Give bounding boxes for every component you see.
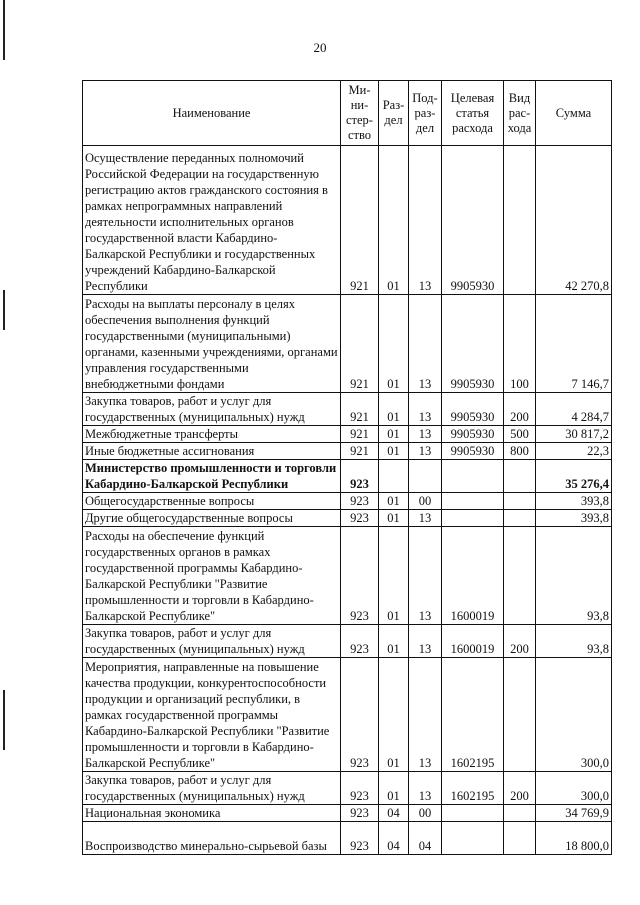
row-section: 01 [379,527,409,625]
row-expense-type [504,146,536,295]
table-row [83,393,612,426]
row-ministry: 923 [341,527,379,625]
table-row [83,822,612,855]
row-sum: 34 769,9 [536,805,612,822]
row-section: 01 [379,393,409,426]
row-expense-type: 200 [504,625,536,658]
row-ministry: 923 [341,805,379,822]
row-sum: 18 800,0 [536,822,612,855]
row-subsection: 13 [409,527,442,625]
row-expense-type: 800 [504,443,536,460]
row-section: 01 [379,510,409,527]
row-subsection: 04 [409,822,442,855]
header-sum: Сумма [536,81,612,146]
row-name: Осуществление переданных полномочий Российской Федерации на государственную регистрацию актов гражданского состояния в рамках непрограммных направлений деятельности исполнительных органов государственной власти Кабардино-Балкарской Республики и государственных учреждений Кабардино-Балкарской Республики [83,146,341,295]
row-target-article: 9905930 [442,393,504,426]
row-ministry: 923 [341,493,379,510]
row-section: 01 [379,658,409,772]
row-section: 04 [379,822,409,855]
row-target-article: 9905930 [442,295,504,393]
row-section: 01 [379,426,409,443]
row-target-article: 9905930 [442,443,504,460]
row-target-article [442,822,504,855]
row-sum: 4 284,7 [536,393,612,426]
row-name: Мероприятия, направленные на повышение качества продукции, конкурентоспособности продукции и организаций республики, в рамках государственной программы Кабардино-Балкарской Республики "Развитие промышленности и торговли в Кабардино-Балкарской Республике" [83,658,341,772]
row-target-article: 9905930 [442,146,504,295]
table-row [83,493,612,510]
row-expense-type [504,460,536,493]
row-section: 01 [379,772,409,805]
row-section: 01 [379,493,409,510]
row-subsection: 00 [409,805,442,822]
row-name: Расходы на выплаты персоналу в целях обеспечения выполнения функций государственными (муниципальными) органами, казенными учреждениями, органами управления государственными внебюджетными фондами [83,295,341,393]
row-name: Закупка товаров, работ и услуг для государственных (муниципальных) нужд [83,393,341,426]
row-name: Министерство промышленности и торговли Кабардино-Балкарской Республики [83,460,341,493]
row-target-article: 1602195 [442,772,504,805]
page-number: 20 [313,40,327,55]
row-ministry: 921 [341,443,379,460]
row-sum: 7 146,7 [536,295,612,393]
row-target-article [442,805,504,822]
row-target-article [442,493,504,510]
row-target-article: 1602195 [442,658,504,772]
row-ministry: 921 [341,146,379,295]
row-expense-type [504,493,536,510]
row-name: Национальная экономика [83,805,341,822]
row-name: Другие общегосударственные вопросы [83,510,341,527]
row-ministry: 923 [341,822,379,855]
table-row [83,426,612,443]
row-name: Расходы на обеспечение функций государственных органов в рамках государственной программы Кабардино-Балкарской Республики "Развитие промышленности и торговли в Кабардино-Балкарской Республике" [83,527,341,625]
table-body [83,146,612,855]
table-row [83,772,612,805]
table-row [83,443,612,460]
scan-edge-mark-bottom [3,690,5,750]
row-sum: 42 270,8 [536,146,612,295]
header-ministry: Ми-ни-стер-ство [341,81,379,146]
row-target-article: 1600019 [442,527,504,625]
row-name: Воспроизводство минерально-сырьевой базы [83,822,341,855]
row-expense-type: 100 [504,295,536,393]
row-ministry: 923 [341,460,379,493]
row-section: 01 [379,146,409,295]
budget-table [82,80,612,855]
scan-edge-mark-middle [3,290,5,330]
row-expense-type [504,805,536,822]
row-sum: 300,0 [536,658,612,772]
table-header-row [83,81,612,146]
row-sum: 93,8 [536,625,612,658]
header-target-article: Целевая статья расхода [442,81,504,146]
row-sum: 93,8 [536,527,612,625]
row-ministry: 923 [341,658,379,772]
row-subsection: 13 [409,426,442,443]
row-subsection: 13 [409,625,442,658]
row-section [379,460,409,493]
row-target-article: 1600019 [442,625,504,658]
row-ministry: 923 [341,625,379,658]
table-row [83,805,612,822]
row-subsection: 00 [409,493,442,510]
row-subsection: 13 [409,658,442,772]
row-ministry: 921 [341,426,379,443]
table-row [83,527,612,625]
row-sum: 35 276,4 [536,460,612,493]
row-expense-type [504,822,536,855]
row-expense-type [504,527,536,625]
row-target-article: 9905930 [442,426,504,443]
row-ministry: 921 [341,295,379,393]
row-name: Общегосударственные вопросы [83,493,341,510]
row-section: 01 [379,295,409,393]
table-row [83,510,612,527]
row-sum: 300,0 [536,772,612,805]
row-ministry: 923 [341,510,379,527]
table-row [83,625,612,658]
header-subsection: Под-раз-дел [409,81,442,146]
row-subsection: 13 [409,510,442,527]
row-subsection: 13 [409,772,442,805]
header-name: Наименование [83,81,341,146]
row-sum: 30 817,2 [536,426,612,443]
table-row [83,658,612,772]
row-target-article [442,510,504,527]
row-subsection: 13 [409,443,442,460]
table-row [83,146,612,295]
row-expense-type [504,658,536,772]
row-subsection: 13 [409,295,442,393]
row-name: Иные бюджетные ассигнования [83,443,341,460]
row-expense-type: 200 [504,772,536,805]
row-section: 04 [379,805,409,822]
row-name: Межбюджетные трансферты [83,426,341,443]
row-subsection: 13 [409,393,442,426]
row-expense-type: 200 [504,393,536,426]
table-row [83,295,612,393]
row-expense-type [504,510,536,527]
row-sum: 22,3 [536,443,612,460]
row-subsection [409,460,442,493]
row-subsection: 13 [409,146,442,295]
row-target-article [442,460,504,493]
row-name: Закупка товаров, работ и услуг для государственных (муниципальных) нужд [83,625,341,658]
row-ministry: 923 [341,772,379,805]
row-sum: 393,8 [536,510,612,527]
header-expense-type: Вид рас-хода [504,81,536,146]
header-section: Раз-дел [379,81,409,146]
row-name: Закупка товаров, работ и услуг для государственных (муниципальных) нужд [83,772,341,805]
row-section: 01 [379,625,409,658]
row-sum: 393,8 [536,493,612,510]
row-expense-type: 500 [504,426,536,443]
table-row [83,460,612,493]
row-section: 01 [379,443,409,460]
row-ministry: 921 [341,393,379,426]
